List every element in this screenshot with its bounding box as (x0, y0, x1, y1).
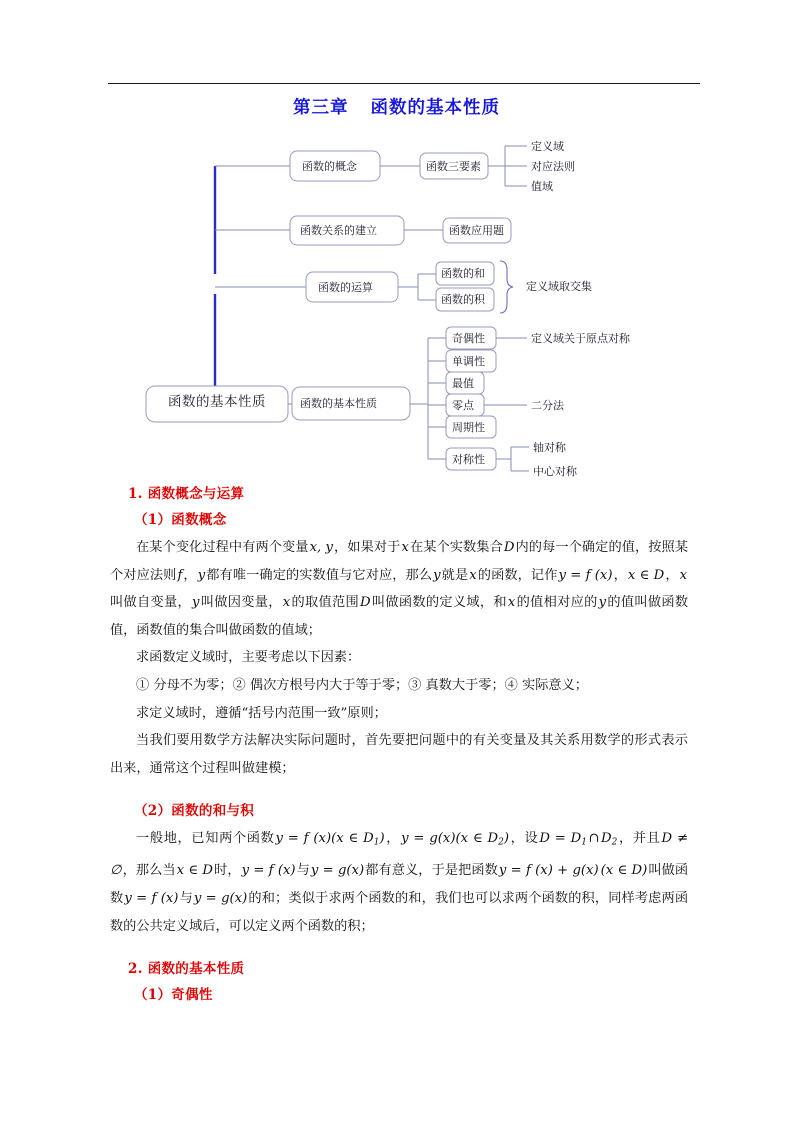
label-zero-point: 零点 (452, 399, 474, 412)
math-x: x (282, 595, 291, 611)
math-x: x (679, 567, 688, 583)
math-g-domain2 (400, 831, 510, 846)
math-run: D (601, 831, 612, 847)
math-f-domain1 (274, 831, 385, 846)
label-axis-symmetry: 轴对称 (533, 441, 566, 454)
math-y-eq-gx: y = g(x) (193, 891, 248, 907)
text-run: 都有意义，于是把函数 (365, 863, 498, 879)
heading-section-2-1: （1）奇偶性 (134, 987, 213, 1004)
label-func-sum: 函数的和 (441, 267, 485, 280)
math-sum-expression: y = f (x) + g(x) (498, 863, 599, 879)
label-domain-symmetric-origin: 定义域关于原点对称 (531, 332, 630, 345)
math-y: y (191, 595, 200, 611)
text-run: 的取值范围 (291, 595, 359, 611)
text-run: 一般地，已知两个函数 (136, 831, 275, 847)
label-func-basic-props: 函数的基本性质 (300, 397, 377, 410)
text-run: 叫做函数的定义域，和 (371, 595, 507, 611)
text-run: ， (183, 567, 197, 583)
label-func-concept: 函数的概念 (302, 160, 357, 173)
heading-section-1: 1. 函数概念与运算 (128, 486, 245, 502)
label-parity: 奇偶性 (452, 332, 485, 345)
math-y-eq-fx: y = f (x) (558, 567, 613, 583)
text-run: 的函数，记作 (477, 567, 558, 583)
math-D-nonempty: D ≠ ∅ (110, 831, 689, 879)
heading-section-1-1: （1）函数概念 (134, 512, 227, 528)
text-run: 与 (179, 891, 193, 907)
text-run: 叫做自变量， (110, 595, 191, 611)
text-run: 内的每一个确定的值，按照某个对应法则 (110, 540, 689, 583)
label-func-product: 函数的积 (441, 293, 485, 306)
text-run: ，如果对于 (333, 540, 401, 555)
math-run: ) (379, 831, 385, 847)
math-sub: 2 (498, 837, 504, 848)
text-run: 时， (214, 863, 241, 879)
label-monotonicity: 单调性 (452, 355, 485, 368)
heading-section-1-2: （2）函数的和与积 (134, 803, 255, 820)
text-run: 的值相对应的 (516, 595, 598, 611)
title-name: 函数的基本性质 (370, 98, 500, 118)
math-f: f (177, 567, 183, 583)
math-xy: x, y (309, 540, 333, 555)
math-run: D = D (539, 831, 582, 847)
page-title (0, 94, 793, 119)
text-run: ， (385, 831, 401, 847)
text-run: 的和；类似于求两个函数的和，我们也可以求两个函数的积，同样考虑两函数的公共定义域后，可以定义两个函数的积； (110, 891, 689, 934)
math-run: ) (503, 831, 509, 847)
math-D: D (503, 540, 515, 555)
math-sub: 1 (581, 837, 587, 848)
math-D-intersection (538, 831, 618, 846)
text-run: 与 (296, 863, 310, 879)
label-three-elements: 函数三要素 (426, 160, 481, 173)
label-domain-intersection: 定义域取交集 (526, 280, 592, 293)
title-chapter: 第三章 (293, 98, 349, 118)
label-periodicity: 周期性 (452, 421, 485, 434)
text-run: 叫做函数 (110, 863, 689, 907)
label-symmetry: 对称性 (452, 453, 485, 466)
document-content (110, 482, 688, 1009)
paragraph-1-1-2: 求函数定义域时，主要考虑以下因素： (136, 650, 361, 666)
label-extremum: 最值 (452, 377, 474, 390)
label-func-relation: 函数关系的建立 (300, 224, 377, 237)
label-range: 值域 (531, 180, 553, 193)
math-x: x (469, 567, 477, 583)
text-run: 在某个变化过程中有两个变量 (136, 540, 309, 555)
math-x: x (507, 595, 516, 611)
math-y: y (197, 567, 206, 583)
math-cap-operator: ∩ (588, 831, 600, 847)
label-root: 函数的基本性质 (168, 394, 266, 410)
math-y-eq-gx: y = g(x) (310, 863, 365, 879)
text-run: 叫做因变量， (200, 595, 282, 611)
label-func-application: 函数应用题 (449, 224, 504, 237)
paragraph-1-1-5: 当我们要用数学方法解决实际问题时，首先要把问题中的有关变量及其关系用数学的形式表示出来，通常这个过程叫做建模； (110, 733, 688, 776)
text-run: 都有唯一确定的实数值与它对应，那么 (206, 567, 433, 583)
label-bisection-method: 二分法 (531, 399, 564, 412)
math-sub: 1 (373, 837, 380, 848)
text-run: ， (665, 567, 679, 583)
mindmap-svg (0, 128, 793, 476)
label-domain: 定义域 (531, 140, 564, 153)
math-y: y (598, 595, 607, 611)
text-run: ，设 (510, 831, 539, 847)
mindmap-diagram (0, 128, 793, 476)
math-x-in-D: x ∈ D (176, 863, 213, 879)
math-run: y = g(x)(x ∈ D (401, 831, 499, 847)
math-y-eq-fx: y = f (x) (124, 891, 179, 907)
label-func-operation: 函数的运算 (318, 281, 373, 294)
math-x-in-D-paren: (x ∈ D) (600, 863, 648, 879)
text-run: 的值叫做函数值，函数值的集合叫做函数的值域； (110, 595, 689, 638)
text-run: 在某个实数集合 (409, 540, 503, 555)
math-x: x (401, 540, 409, 555)
text-run: ， (613, 567, 627, 583)
paragraph-1-2-1 (110, 825, 688, 940)
brace-operation-group (500, 261, 513, 313)
math-y: y (433, 567, 441, 583)
label-correspondence-rule: 对应法则 (531, 160, 575, 173)
math-sub: 2 (611, 837, 618, 848)
math-D: D (359, 595, 371, 611)
text-run: ，那么当 (122, 863, 176, 879)
paragraph-1-1-4: 求定义域时，遵循“括号内范围一致”原则； (136, 705, 387, 721)
text-run: ，并且 (618, 831, 661, 847)
paragraph-1-1-1 (110, 534, 688, 644)
header-rule (108, 83, 700, 84)
label-center-symmetry: 中心对称 (533, 465, 577, 478)
paragraph-1-1-3: ① 分母不为零；② 偶次方根号内大于等于零；③ 真数大于零；④ 实际意义； (136, 677, 588, 693)
math-run: y = f (x)(x ∈ D (275, 831, 374, 847)
math-y-eq-fx: y = f (x) (241, 863, 296, 879)
heading-section-2: 2. 函数的基本性质 (128, 961, 245, 978)
text-run: 就是 (441, 567, 469, 583)
math-x-in-D: x ∈ D (627, 567, 665, 583)
